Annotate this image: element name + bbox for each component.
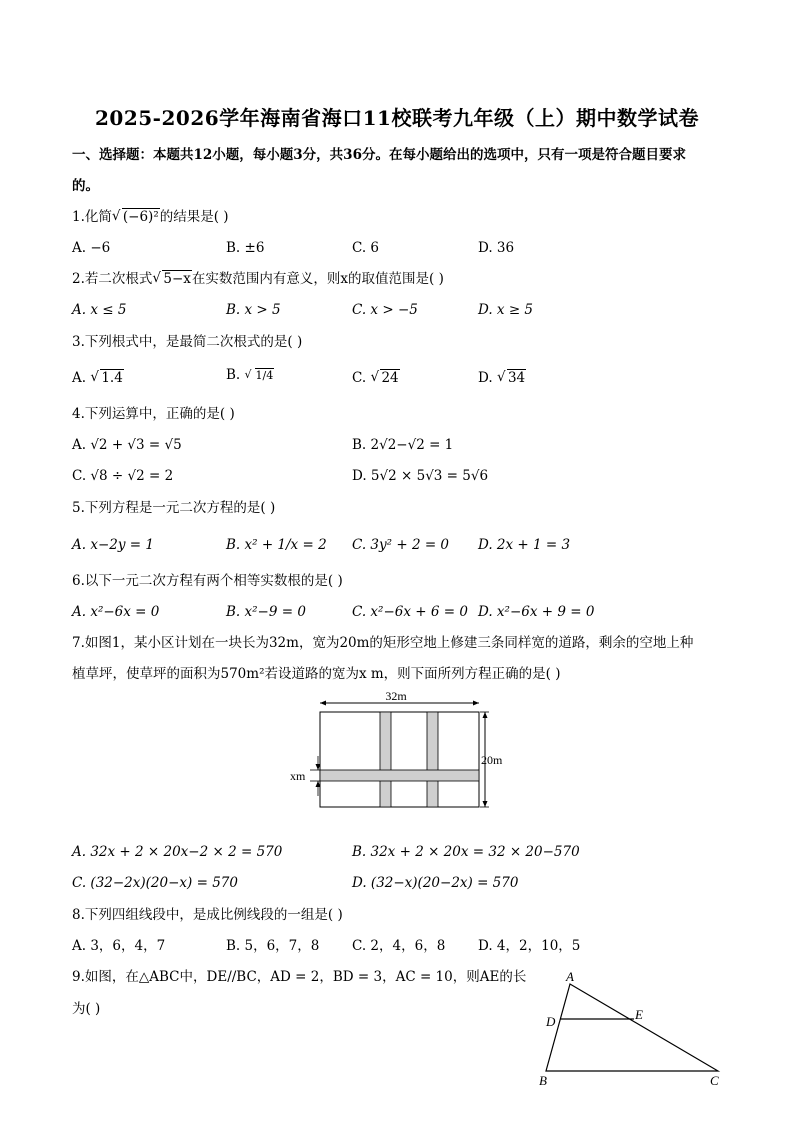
question-9-line1: 9.如图，在△ABC中，DE//BC，AD = 2，BD = 3，AC = 10，则AE的长 <box>72 969 527 985</box>
vertical-road-2 <box>427 712 438 807</box>
road-width-label: xm <box>290 769 306 783</box>
q5-option-c: C. 3y² + 2 = 0 <box>352 537 450 553</box>
question-3: 3.下列根式中，是最简二次根式的是( ) <box>72 334 303 350</box>
q4-option-b: B. 2√2−√2 = 1 <box>352 437 454 453</box>
q3-option-d: D. √ 34 <box>478 369 526 387</box>
vertical-road-1 <box>380 712 391 807</box>
q1-suffix: 的结果是( ) <box>159 209 229 225</box>
q6-option-a: A. x²−6x = 0 <box>72 604 160 620</box>
question-6: 6.以下一元二次方程有两个相等实数根的是( ) <box>72 573 343 589</box>
q2-radical: √ 5−x <box>153 270 192 288</box>
q2-option-c: C. x > −5 <box>352 302 418 318</box>
q2-option-b: B. x > 5 <box>226 302 281 318</box>
q7-option-d: D. (32−x)(20−2x) = 570 <box>352 875 519 891</box>
point-e-label: E <box>635 1007 643 1022</box>
q7-road-diagram <box>286 688 506 812</box>
q8-option-b: B. 5，6，7，8 <box>226 938 320 954</box>
q6-option-c: C. x²−6x + 6 = 0 <box>352 604 468 620</box>
top-dimension-label: 32m <box>385 689 407 703</box>
q1-option-c: C. 6 <box>352 240 380 256</box>
question-7-line1: 7.如图1，某小区计划在一块长为32m，宽为20m的矩形空地上修建三条同样宽的道路，剩余的空地上种 <box>72 635 694 651</box>
vertex-a-label: A <box>566 969 574 984</box>
horizontal-road <box>320 770 479 781</box>
q6-option-b: B. x²−9 = 0 <box>226 604 306 620</box>
q8-option-c: C. 2，4，6，8 <box>352 938 446 954</box>
q5-option-b: B. x² + 1/x = 2 <box>226 537 327 553</box>
q4-option-c: C. √8 ÷ √2 = 2 <box>72 468 174 484</box>
q1-option-b: B. ±6 <box>226 240 265 256</box>
q5-option-a: A. x−2y = 1 <box>72 537 154 553</box>
q1-option-a: A. −6 <box>72 240 111 256</box>
question-9-line2: 为( ) <box>72 1001 101 1017</box>
q2-option-a: A. x ≤ 5 <box>72 302 127 318</box>
question-7-line2: 植草坪，使草坪的面积为570m²若设道路的宽为x m，则下面所列方程正确的是( ) <box>72 666 561 682</box>
question-1 <box>72 208 229 226</box>
q4-option-d: D. 5√2 × 5√3 = 5√6 <box>352 468 489 484</box>
q7-option-a: A. 32x + 2 × 20x−2 × 2 = 570 <box>72 844 283 860</box>
q7-option-c: C. (32−2x)(20−x) = 570 <box>72 875 238 891</box>
question-2 <box>72 270 444 288</box>
q4-option-a: A. √2 + √3 = √5 <box>72 437 182 453</box>
q2-suffix: 在实数范围内有意义，则x的取值范围是( ) <box>191 271 444 287</box>
vertex-b-label: B <box>539 1073 547 1088</box>
q2-prefix: 2.若二次根式 <box>72 271 153 287</box>
q1-option-d: D. 36 <box>478 240 515 256</box>
section-instructions-line2: 的。 <box>72 178 99 194</box>
q8-option-a: A. 3，6，4，7 <box>72 938 166 954</box>
q8-option-d: D. 4，2，10，5 <box>478 938 581 954</box>
vertex-c-label: C <box>710 1073 719 1088</box>
q1-radical: √ (−6)² <box>113 208 160 226</box>
q6-option-d: D. x²−6x + 9 = 0 <box>478 604 595 620</box>
question-5: 5.下列方程是一元二次方程的是( ) <box>72 500 276 516</box>
q2-option-d: D. x ≥ 5 <box>478 302 534 318</box>
right-dimension-label: 20m <box>481 753 503 767</box>
q3-option-a: A. √ 1.4 <box>72 369 124 387</box>
q3-option-c: C. √ 24 <box>352 369 400 387</box>
q9-triangle-diagram <box>530 964 730 1090</box>
q1-prefix: 1.化简 <box>72 209 112 225</box>
q5-option-d: D. 2x + 1 = 3 <box>478 537 571 553</box>
point-d-label: D <box>546 1014 556 1029</box>
question-4: 4.下列运算中，正确的是( ) <box>72 406 235 422</box>
q3-option-b: B. √ 1/4 <box>226 366 274 385</box>
field-rectangle <box>320 712 479 807</box>
section-instructions-line1: 一、选择题：本题共12小题，每小题3分，共36分。在每小题给出的选项中，只有一项是符合题目要求 <box>72 147 686 163</box>
question-8: 8.下列四组线段中，是成比例线段的一组是( ) <box>72 907 343 923</box>
triangle-abc <box>546 984 718 1071</box>
q7-option-b: B. 32x + 2 × 20x = 32 × 20−570 <box>352 844 580 860</box>
page-title: 2025-2026学年海南省海口11校联考九年级（上）期中数学试卷 <box>95 106 699 130</box>
